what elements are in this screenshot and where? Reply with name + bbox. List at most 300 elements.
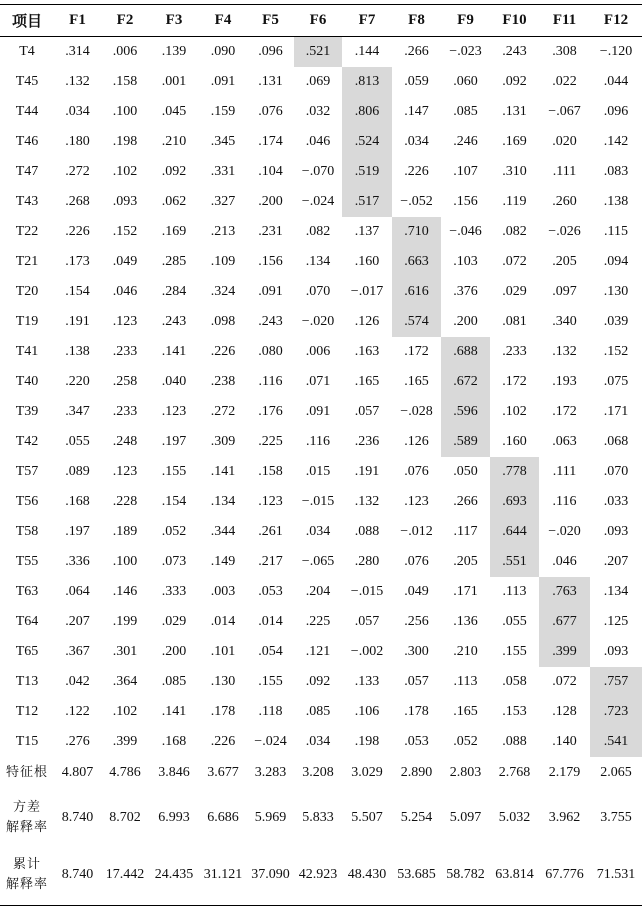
loading-cell: .045 (161, 103, 187, 119)
loading-cell: .155 (161, 463, 187, 479)
item-label: T46 (15, 133, 39, 149)
loading-cell-highlighted: .663 (392, 247, 441, 277)
loading-cell: .123 (112, 463, 138, 479)
loading-cell: .042 (65, 673, 90, 689)
loading-cell: .200 (453, 313, 478, 329)
loading-cell: .102 (502, 403, 527, 419)
loading-cell: −.020 (548, 523, 581, 539)
loading-cell: .345 (210, 133, 236, 149)
loading-cell: .034 (404, 133, 429, 149)
loading-cell: .285 (161, 253, 187, 269)
loading-cell: .238 (210, 373, 236, 389)
loading-cell-highlighted: .541 (590, 727, 642, 757)
loading-cell: .225 (305, 613, 331, 629)
table-row (0, 697, 642, 727)
loading-cell: .091 (258, 283, 283, 299)
loading-cell: .364 (112, 673, 138, 689)
stat-value: 2.890 (400, 765, 433, 780)
item-label: T21 (15, 253, 39, 269)
loading-cell: .160 (354, 253, 380, 269)
loading-cell-highlighted: .644 (490, 517, 539, 547)
stat-label-line: 累计 (12, 857, 41, 873)
loading-cell: −.046 (449, 223, 482, 239)
loading-cell: .200 (258, 193, 283, 209)
loading-cell: .154 (65, 283, 90, 299)
loading-cell: −.012 (400, 523, 433, 539)
loading-cell: .022 (552, 73, 577, 89)
loading-cell: .180 (65, 133, 90, 149)
table-row (0, 127, 642, 157)
table-row (0, 667, 642, 697)
loading-cell: .133 (354, 673, 380, 689)
header-factor: F2 (116, 12, 134, 28)
stat-value: 3.677 (207, 765, 239, 780)
loading-cell: .103 (453, 253, 478, 269)
loading-cell: .344 (210, 523, 236, 539)
table-row (0, 187, 642, 217)
stat-value: 17.442 (105, 867, 145, 883)
item-label: T20 (15, 283, 39, 299)
table-row (0, 607, 642, 637)
loading-cell: .118 (258, 703, 283, 719)
loading-cell: .243 (502, 43, 527, 59)
loading-cell: .233 (112, 403, 138, 419)
loading-cell: .172 (404, 343, 429, 359)
loading-cell: .104 (258, 163, 283, 179)
header-factor: F12 (603, 12, 629, 28)
loading-cell: .256 (404, 613, 429, 629)
stat-value: 3.283 (254, 765, 287, 780)
loading-cell: .052 (453, 733, 478, 749)
loading-cell: .178 (404, 703, 429, 719)
loading-cell-highlighted: .672 (441, 367, 490, 397)
header-factor: F6 (309, 12, 327, 28)
stat-value: 2.803 (449, 765, 482, 780)
loading-cell: .040 (161, 373, 187, 389)
loading-cell: .115 (604, 223, 628, 239)
loading-cell: .092 (502, 73, 527, 89)
loading-cell: .266 (453, 493, 478, 509)
loading-cell: .159 (210, 103, 236, 119)
loading-cell-highlighted: .723 (590, 697, 642, 727)
stat-value: 5.833 (302, 809, 334, 825)
header-factor: F11 (552, 12, 577, 28)
loading-cell: .197 (161, 433, 187, 449)
loading-cell: .116 (306, 433, 330, 449)
loading-cell: .064 (65, 583, 90, 599)
loading-cell: .138 (603, 193, 629, 209)
loading-cell: .171 (453, 583, 478, 599)
loading-cell-highlighted: .757 (590, 667, 642, 697)
loading-cell: .096 (258, 43, 283, 59)
loading-cell: .207 (65, 613, 90, 629)
stat-value: 3.208 (302, 765, 334, 780)
loading-cell: .034 (305, 523, 331, 539)
loading-cell: .126 (354, 313, 380, 329)
loading-cell: .082 (305, 223, 331, 239)
loading-cell: .057 (404, 673, 429, 689)
loading-cell: .146 (112, 583, 138, 599)
loading-cell: .156 (453, 193, 478, 209)
loading-cell: .015 (305, 463, 331, 479)
loading-cell: .044 (603, 73, 629, 89)
table-row (0, 157, 642, 187)
loading-cell: .314 (65, 43, 90, 59)
table-row (0, 307, 642, 337)
loading-cell: .072 (502, 253, 527, 269)
loading-cell: .132 (552, 343, 577, 359)
loading-cell: .093 (603, 643, 629, 659)
loading-cell: .085 (305, 703, 331, 719)
loading-cell: .072 (552, 673, 577, 689)
loading-cell: .198 (112, 133, 138, 149)
loading-cell: .176 (258, 403, 283, 419)
item-label: T63 (15, 583, 39, 599)
item-label: T22 (15, 223, 39, 239)
loading-cell: .139 (161, 43, 187, 59)
loading-cell: −.028 (400, 403, 433, 419)
loading-cell: .034 (305, 733, 331, 749)
loading-cell: .091 (210, 73, 236, 89)
loading-cell: .090 (210, 43, 236, 59)
loading-cell: .083 (603, 163, 629, 179)
loading-cell: .116 (552, 493, 577, 509)
loading-cell: .153 (502, 703, 527, 719)
loading-cell: .309 (210, 433, 236, 449)
loading-cell: .324 (210, 283, 236, 299)
table-row (0, 397, 642, 427)
loading-cell: .058 (502, 673, 527, 689)
loading-cell-highlighted: .677 (539, 607, 590, 637)
stat-value: 58.782 (446, 867, 485, 883)
loading-cell: .197 (65, 523, 90, 539)
loading-cell: .137 (354, 223, 380, 239)
loading-cell: .122 (65, 703, 90, 719)
item-label: T65 (15, 643, 39, 659)
loading-cell: .140 (552, 733, 577, 749)
loading-cell: .029 (161, 613, 187, 629)
loading-cell: −.023 (449, 43, 482, 59)
loading-cell: .053 (258, 583, 283, 599)
stat-value: 5.969 (254, 809, 287, 825)
loading-cell: .131 (502, 103, 527, 119)
table-row (0, 97, 642, 127)
loading-cell: .029 (502, 283, 527, 299)
loading-cell: .134 (305, 253, 331, 269)
table-row (0, 547, 642, 577)
stat-value: 4.807 (61, 765, 94, 780)
table-row (0, 367, 642, 397)
loading-cell: .014 (258, 613, 283, 629)
stat-value: 24.435 (154, 867, 194, 883)
loading-cell: .147 (404, 103, 429, 119)
loading-cell: −.002 (350, 643, 384, 659)
loading-cell: .178 (210, 703, 236, 719)
loading-cell-highlighted: .517 (342, 187, 392, 217)
loading-cell: .340 (552, 313, 577, 329)
item-label: T19 (15, 313, 39, 329)
loading-cell: .171 (603, 403, 629, 419)
loading-cell-highlighted: .813 (342, 67, 392, 97)
item-label: T56 (15, 493, 39, 509)
loading-cell: .082 (502, 223, 527, 239)
loading-cell-highlighted: .399 (539, 637, 590, 667)
loading-cell: −.067 (548, 103, 581, 119)
loading-cell: .236 (354, 433, 380, 449)
loading-cell: .088 (502, 733, 527, 749)
table-row (0, 457, 642, 487)
loading-cell: .168 (161, 733, 187, 749)
table-row (0, 577, 642, 607)
loading-cell: .160 (502, 433, 527, 449)
loading-cell: −.026 (548, 223, 581, 239)
stat-value: 2.179 (548, 765, 581, 780)
loading-cell-highlighted: .551 (490, 547, 539, 577)
loading-cell: .102 (112, 163, 138, 179)
stat-value: 6.993 (158, 809, 190, 825)
loading-cell: .399 (112, 733, 138, 749)
table-row (0, 637, 642, 667)
loading-cell: .034 (65, 103, 90, 119)
loading-cell: .191 (65, 313, 90, 329)
item-label: T43 (15, 193, 39, 209)
stat-value: 37.090 (251, 867, 290, 883)
header-factor: F10 (502, 12, 527, 28)
loading-cell: −.070 (301, 163, 335, 179)
loading-cell: .191 (354, 463, 380, 479)
loading-cell: .165 (453, 703, 478, 719)
loading-cell: .376 (453, 283, 478, 299)
loading-cell: .100 (112, 553, 138, 569)
loading-cell: .075 (603, 373, 629, 389)
loading-cell: .228 (112, 493, 138, 509)
loading-cell: .050 (453, 463, 478, 479)
stat-value: 5.507 (351, 809, 383, 825)
loading-cell: .158 (112, 73, 138, 89)
loading-cell: .014 (210, 613, 236, 629)
stat-label (0, 790, 54, 846)
header-factor: F1 (69, 12, 86, 28)
loading-cell: .226 (404, 163, 429, 179)
header-factor: F3 (165, 12, 183, 28)
stat-value: 31.121 (203, 867, 243, 883)
loading-cell: .085 (161, 673, 187, 689)
loading-cell-highlighted: .574 (392, 307, 441, 337)
loading-cell: .055 (502, 613, 527, 629)
stat-label-line: 解释率 (5, 819, 48, 835)
loading-cell: .073 (161, 553, 187, 569)
stat-value: 42.923 (298, 867, 338, 883)
loading-cell: .300 (404, 643, 429, 659)
loading-cell: .154 (161, 493, 187, 509)
stat-value: 8.702 (109, 809, 141, 825)
loading-cell: .106 (354, 703, 380, 719)
header-factor: F8 (408, 12, 425, 28)
loading-cell: .003 (210, 583, 236, 599)
loading-cell: .333 (161, 583, 187, 599)
stat-value: 5.097 (449, 809, 482, 825)
loading-cell: −.020 (301, 313, 335, 329)
loading-cell: .144 (354, 43, 380, 59)
stat-value: 63.814 (495, 867, 534, 883)
loading-cell: .134 (210, 493, 236, 509)
loading-cell: .367 (65, 643, 90, 659)
loading-cell: .207 (603, 553, 629, 569)
item-label: T58 (15, 523, 39, 539)
loading-cell: .205 (552, 253, 577, 269)
loading-cell: .226 (210, 733, 236, 749)
loading-cell: .155 (502, 643, 527, 659)
loading-cell: .080 (258, 343, 283, 359)
stat-value: 67.776 (545, 867, 584, 883)
loading-cell: .272 (65, 163, 90, 179)
loading-cell: .128 (552, 703, 577, 719)
loading-cell: .136 (453, 613, 478, 629)
item-label: T44 (15, 103, 39, 119)
loading-cell: .198 (354, 733, 380, 749)
stat-value: 2.768 (498, 765, 531, 780)
item-label: T39 (15, 403, 39, 419)
loading-cell: .117 (453, 523, 478, 539)
loading-cell: .276 (65, 733, 90, 749)
stat-value: 53.685 (397, 867, 436, 883)
loading-cell: .327 (210, 193, 236, 209)
loading-cell: .231 (258, 223, 283, 239)
stat-label-line: 方差 (12, 799, 41, 815)
loading-cell: .123 (404, 493, 429, 509)
loading-cell: .053 (404, 733, 429, 749)
loading-cell-highlighted: .524 (342, 127, 392, 157)
stat-label (0, 846, 54, 906)
loading-cell: .123 (258, 493, 283, 509)
loading-cell: .158 (258, 463, 283, 479)
header-factor: F7 (358, 12, 376, 28)
loading-cell: .093 (112, 193, 138, 209)
loading-cell: .125 (603, 613, 629, 629)
loading-cell-highlighted: .693 (490, 487, 539, 517)
loading-cell: .076 (404, 553, 429, 569)
loading-cell: .301 (112, 643, 138, 659)
item-label: T47 (15, 163, 39, 179)
loading-cell: .068 (603, 433, 629, 449)
header-item: 项目 (11, 14, 42, 30)
loading-cell: .258 (112, 373, 138, 389)
header-factor: F9 (457, 12, 474, 28)
loading-cell: .100 (112, 103, 138, 119)
loading-cell: .093 (603, 523, 629, 539)
loading-cell: .141 (210, 463, 236, 479)
loading-cell: .070 (603, 463, 629, 479)
item-label: T40 (15, 373, 39, 389)
loading-cell-highlighted: .519 (342, 157, 392, 187)
stat-row (0, 790, 642, 846)
loading-cell: .169 (161, 223, 187, 239)
factor-loading-table (0, 4, 642, 906)
loading-cell: .152 (603, 343, 629, 359)
loading-cell: .280 (354, 553, 380, 569)
loading-cell: .173 (65, 253, 90, 269)
loading-cell: .109 (210, 253, 236, 269)
stat-row (0, 846, 642, 906)
loading-cell-highlighted: .521 (294, 37, 342, 67)
loading-cell: .121 (305, 643, 331, 659)
loading-cell-highlighted: .778 (490, 457, 539, 487)
loading-cell: .006 (305, 343, 331, 359)
loading-cell-highlighted: .589 (441, 427, 490, 457)
loading-cell-highlighted: .710 (392, 217, 441, 247)
loading-cell: .052 (161, 523, 187, 539)
loading-cell: .226 (210, 343, 236, 359)
loading-cell: .226 (65, 223, 90, 239)
loading-cell: .057 (354, 613, 380, 629)
item-label: T15 (15, 733, 39, 749)
loading-cell: .069 (305, 73, 331, 89)
loading-cell: .071 (305, 373, 331, 389)
loading-cell: .081 (502, 313, 527, 329)
loading-cell: .272 (210, 403, 236, 419)
loading-cell: .062 (161, 193, 187, 209)
loading-cell: .165 (354, 373, 380, 389)
table-row (0, 727, 642, 757)
loading-cell: .163 (354, 343, 380, 359)
loading-cell: .193 (552, 373, 577, 389)
loading-cell: .130 (603, 283, 629, 299)
loading-cell: .210 (453, 643, 478, 659)
loading-cell: .039 (603, 313, 629, 329)
loading-cell: .248 (112, 433, 138, 449)
loading-cell: .092 (305, 673, 331, 689)
loading-cell: .057 (354, 403, 380, 419)
table-row (0, 487, 642, 517)
item-label: T12 (15, 703, 39, 719)
loading-cell: .046 (305, 133, 331, 149)
loading-cell-highlighted: .688 (441, 337, 490, 367)
table-body (0, 37, 642, 906)
loading-cell: .107 (453, 163, 478, 179)
loading-cell: .210 (161, 133, 187, 149)
loading-cell: .233 (112, 343, 138, 359)
loading-cell: .261 (258, 523, 283, 539)
loading-cell: .331 (210, 163, 236, 179)
loading-cell: .204 (305, 583, 331, 599)
loading-cell: .046 (552, 553, 577, 569)
loading-cell: −.015 (350, 583, 384, 599)
item-label: T57 (15, 463, 39, 479)
loading-cell: .063 (552, 433, 577, 449)
loading-cell: .165 (404, 373, 429, 389)
loading-cell: .111 (552, 463, 577, 479)
loading-cell: .168 (65, 493, 90, 509)
loading-cell: .268 (65, 193, 90, 209)
loading-cell: .213 (210, 223, 236, 239)
stat-row (0, 757, 642, 790)
loading-cell: .260 (552, 193, 577, 209)
item-label: T13 (15, 673, 39, 689)
stat-label-line: 特征根 (5, 765, 48, 780)
loading-cell: .199 (112, 613, 138, 629)
loading-cell: .049 (404, 583, 429, 599)
loading-cell: .085 (453, 103, 478, 119)
table-row (0, 277, 642, 307)
stat-value: 3.962 (548, 809, 581, 825)
loading-cell: .070 (305, 283, 331, 299)
loading-cell: .113 (453, 673, 478, 689)
loading-cell: .055 (65, 433, 90, 449)
loading-cell: .284 (161, 283, 187, 299)
loading-cell: .097 (552, 283, 577, 299)
loading-cell: .089 (65, 463, 90, 479)
loading-cell: .266 (404, 43, 429, 59)
